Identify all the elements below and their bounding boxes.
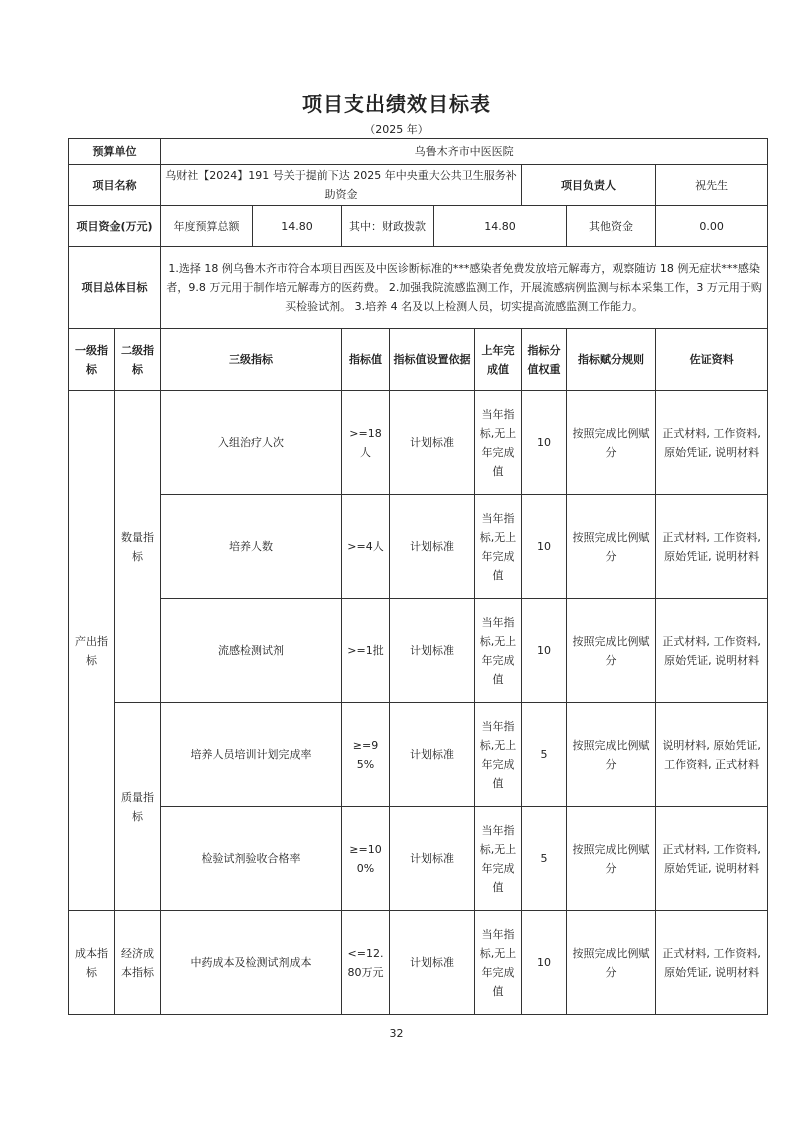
header-basis: 指标值设置依据 <box>390 329 475 391</box>
row-evidence: 正式材料, 工作资料, 原始凭证, 说明材料 <box>656 599 768 703</box>
page-title: 项目支出绩效目标表 <box>302 92 491 116</box>
row-last: 当年指标,无上年完成值 <box>475 911 522 1015</box>
group-cost: 成本指标 <box>69 911 115 1015</box>
row-last: 当年指标,无上年完成值 <box>475 599 522 703</box>
group-output: 产出指标 <box>69 391 115 911</box>
row-value: ≥=95% <box>342 703 390 807</box>
funds-label: 项目资金(万元) <box>69 206 161 247</box>
row-weight: 10 <box>522 391 567 495</box>
row-evidence: 正式材料, 工作资料, 原始凭证, 说明材料 <box>656 391 768 495</box>
project-name-value: 乌财社【2024】191 号关于提前下达 2025 年中央重大公共卫生服务补助资金 <box>161 165 522 206</box>
header-level3: 三级指标 <box>161 329 342 391</box>
row-value: >=18人 <box>342 391 390 495</box>
row-weight: 10 <box>522 911 567 1015</box>
row-value: >=1批 <box>342 599 390 703</box>
header-evidence: 佐证资料 <box>656 329 768 391</box>
row-rule: 按照完成比例赋分 <box>567 911 656 1015</box>
group-quality: 质量指标 <box>115 703 161 911</box>
row-evidence: 正式材料, 工作资料, 原始凭证, 说明材料 <box>656 807 768 911</box>
row-value: ≥=100% <box>342 807 390 911</box>
row-last: 当年指标,无上年完成值 <box>475 391 522 495</box>
row-last: 当年指标,无上年完成值 <box>475 703 522 807</box>
unit-label: 预算单位 <box>69 139 161 165</box>
row-basis: 计划标准 <box>390 495 475 599</box>
header-weight: 指标分值权重 <box>522 329 567 391</box>
row-evidence: 说明材料, 原始凭证, 工作资料, 正式材料 <box>656 703 768 807</box>
project-owner-value: 祝先生 <box>656 165 768 206</box>
row-rule: 按照完成比例赋分 <box>567 807 656 911</box>
row-weight: 5 <box>522 807 567 911</box>
page-number: 32 <box>389 1027 404 1040</box>
row-weight: 10 <box>522 599 567 703</box>
performance-table <box>68 138 768 1015</box>
row-weight: 5 <box>522 703 567 807</box>
row-basis: 计划标准 <box>390 807 475 911</box>
row-basis: 计划标准 <box>390 703 475 807</box>
row-value: <=12.80万元 <box>342 911 390 1015</box>
table-row <box>69 495 768 599</box>
project-name-label: 项目名称 <box>69 165 161 206</box>
header-rule: 指标赋分规则 <box>567 329 656 391</box>
row-rule: 按照完成比例赋分 <box>567 391 656 495</box>
row-name: 检验试剂验收合格率 <box>161 807 342 911</box>
row-name: 培养人数 <box>161 495 342 599</box>
row-last: 当年指标,无上年完成值 <box>475 807 522 911</box>
table-row <box>69 139 768 165</box>
header-row <box>69 329 768 391</box>
table-row <box>69 206 768 247</box>
funds-annual-value: 14.80 <box>253 206 342 247</box>
row-name: 入组治疗人次 <box>161 391 342 495</box>
table-row <box>69 599 768 703</box>
project-owner-label: 项目负责人 <box>522 165 656 206</box>
row-basis: 计划标准 <box>390 391 475 495</box>
unit-value: 乌鲁木齐市中医医院 <box>161 139 768 165</box>
row-value: >=4人 <box>342 495 390 599</box>
row-rule: 按照完成比例赋分 <box>567 599 656 703</box>
goal-text: 1.选择 18 例乌鲁木齐市符合本项目西医及中医诊断标准的***感染者免费发放培元解毒方，观察随访 18 例无症状***感染者，9.8 万元用于制作培元解毒方的医药费。 2.加强我院流感监测工作，开展流感病例监测与标本采集工作，3 万元用于购买检验试剂。 3.培养 4 名及以上检测人员，切实提高流感监测工作能力。 <box>161 247 768 329</box>
header-value: 指标值 <box>342 329 390 391</box>
row-rule: 按照完成比例赋分 <box>567 495 656 599</box>
row-basis: 计划标准 <box>390 911 475 1015</box>
funds-fiscal-value: 14.80 <box>434 206 567 247</box>
row-basis: 计划标准 <box>390 599 475 703</box>
row-name: 中药成本及检测试剂成本 <box>161 911 342 1015</box>
funds-fiscal-label: 其中：财政拨款 <box>342 206 434 247</box>
funds-annual-label: 年度预算总额 <box>161 206 253 247</box>
table-row <box>69 807 768 911</box>
table-row <box>69 247 768 329</box>
table-row <box>69 703 768 807</box>
group-economic: 经济成本指标 <box>115 911 161 1015</box>
row-evidence: 正式材料, 工作资料, 原始凭证, 说明材料 <box>656 911 768 1015</box>
row-last: 当年指标,无上年完成值 <box>475 495 522 599</box>
header-last-year: 上年完成值 <box>475 329 522 391</box>
group-quantity: 数量指标 <box>115 391 161 703</box>
table-row <box>69 391 768 495</box>
table-row <box>69 165 768 206</box>
row-evidence: 正式材料, 工作资料, 原始凭证, 说明材料 <box>656 495 768 599</box>
row-weight: 10 <box>522 495 567 599</box>
year-label: （2025 年） <box>364 123 429 136</box>
table-row <box>69 911 768 1015</box>
funds-other-label: 其他资金 <box>567 206 656 247</box>
header-level1: 一级指标 <box>69 329 115 391</box>
funds-other-value: 0.00 <box>656 206 768 247</box>
header-level2: 二级指标 <box>115 329 161 391</box>
row-rule: 按照完成比例赋分 <box>567 703 656 807</box>
row-name: 流感检测试剂 <box>161 599 342 703</box>
row-name: 培养人员培训计划完成率 <box>161 703 342 807</box>
goal-label: 项目总体目标 <box>69 247 161 329</box>
